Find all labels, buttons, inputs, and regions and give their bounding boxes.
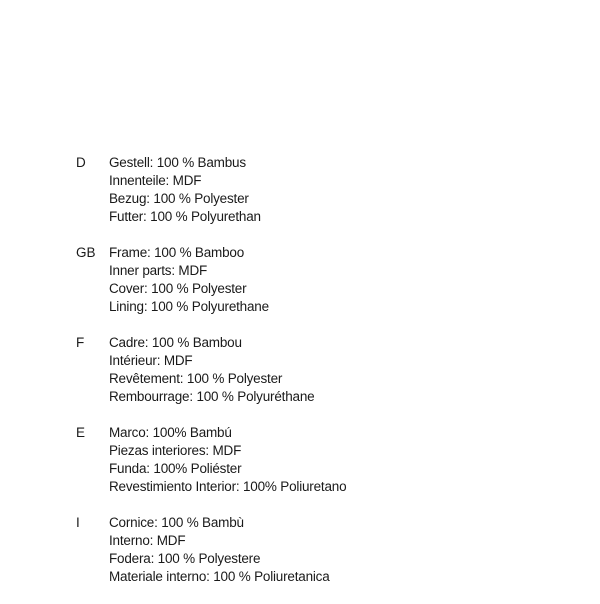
language-code: D [76,155,86,170]
material-line: Piezas interiores: MDF [109,443,242,458]
language-code: E [76,425,86,440]
material-line: Cadre: 100 % Bambou [109,335,242,350]
material-lines [109,514,330,586]
material-line: Inner parts: MDF [109,263,208,278]
material-lines [109,154,261,226]
section-it [76,514,576,586]
material-line: Cornice: 100 % Bambù [109,515,244,530]
material-line: Funda: 100% Poliéster [109,461,242,476]
section-fr [76,334,576,406]
material-line: Lining: 100 % Polyurethane [109,299,269,314]
material-line: Futter: 100 % Polyurethan [109,209,261,224]
material-line: Revêtement: 100 % Polyester [109,371,283,386]
section-es [76,424,576,496]
material-line: Materiale interno: 100 % Poliuretanica [109,569,330,584]
material-line: Revestimiento Interior: 100% Poliuretano [109,479,347,494]
material-line: Intérieur: MDF [109,353,193,368]
section-gb [76,244,576,316]
language-code: I [76,515,80,530]
material-lines [109,424,346,496]
material-line: Fodera: 100 % Polyestere [109,551,261,566]
material-lines [109,244,269,316]
language-code: GB [76,245,96,260]
material-composition-list [76,154,576,604]
material-lines [109,334,314,406]
material-line: Frame: 100 % Bamboo [109,245,245,260]
material-line: Cover: 100 % Polyester [109,281,247,296]
material-line: Marco: 100% Bambú [109,425,232,440]
material-line: Interno: MDF [109,533,186,548]
material-line: Bezug: 100 % Polyester [109,191,249,206]
material-line: Innenteile: MDF [109,173,202,188]
language-code: F [76,335,85,350]
material-line: Gestell: 100 % Bambus [109,155,246,170]
material-line: Rembourrage: 100 % Polyuréthane [109,389,315,404]
section-de [76,154,576,226]
